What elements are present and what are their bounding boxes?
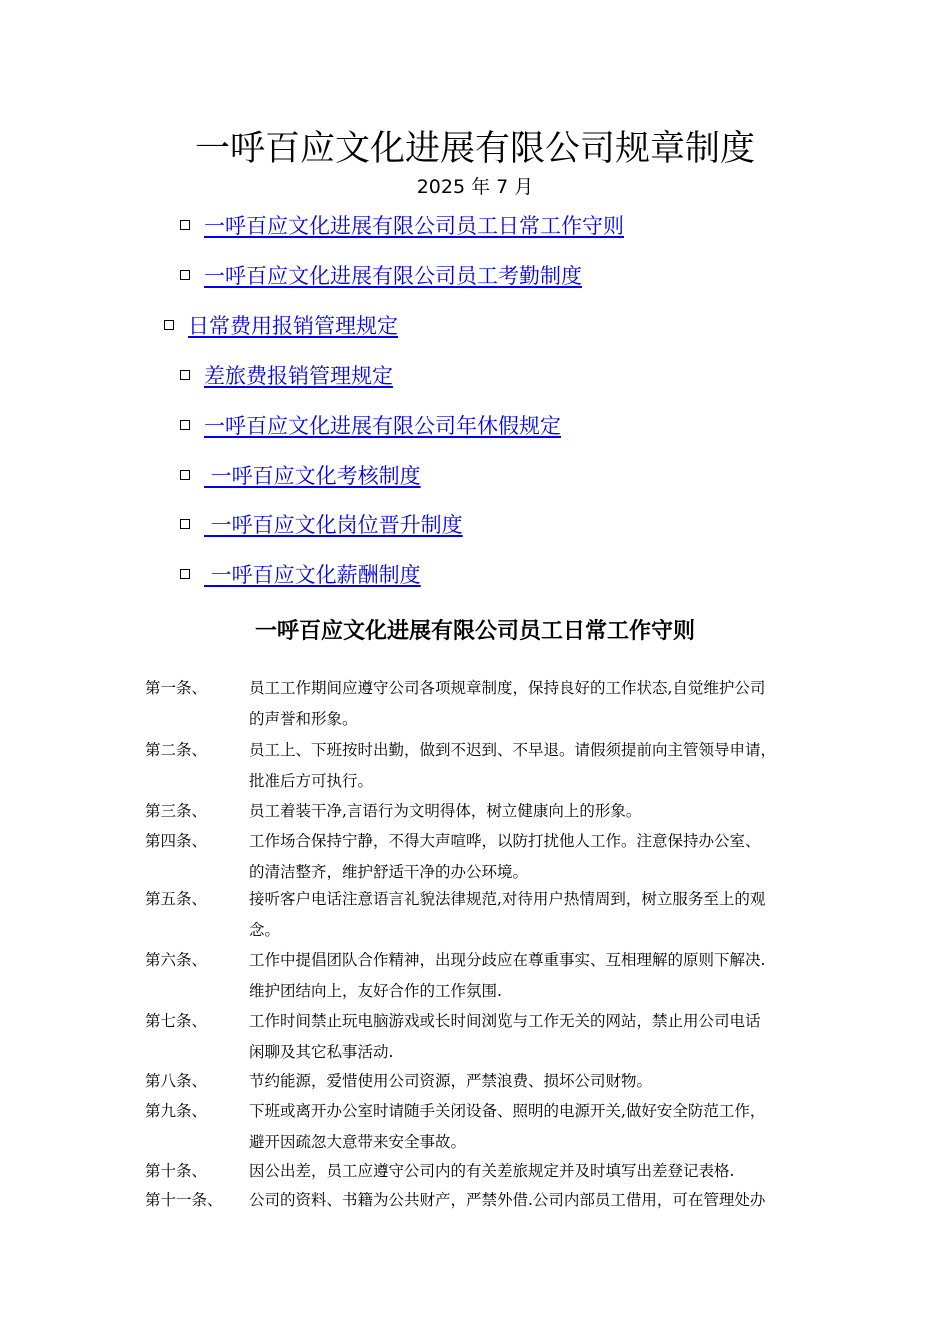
toc-item[interactable]	[164, 310, 398, 340]
square-bullet-icon	[180, 569, 190, 579]
document-date: 2025 年 7 月	[416, 176, 534, 198]
article-line: 工作时间禁止玩电脑游戏或长时间浏览与工作无关的网站，禁止用公司电话	[249, 1012, 761, 1030]
square-bullet-icon	[180, 270, 190, 280]
article-number: 第二条、	[145, 741, 208, 759]
article-line: 避开因疏忽大意带来安全事故。	[249, 1133, 467, 1151]
article-text	[249, 673, 824, 735]
article-line: 的声誉和形象。	[249, 710, 358, 728]
article-line: 公司的资料、书籍为公共财产，严禁外借.公司内部员工借用，可在管理处办	[249, 1191, 766, 1209]
square-bullet-icon	[164, 320, 174, 330]
article-line: 节约能源，爱惜使用公司资源，严禁浪费、损坏公司财物。	[249, 1072, 653, 1090]
article-line: 接听客户电话注意语言礼貌法律规范,对待用户热情周到，树立服务至上的观	[249, 890, 766, 908]
article-number: 第七条、	[145, 1012, 208, 1030]
article-number: 第十一条、	[145, 1191, 223, 1209]
toc-link[interactable]: 日常费用报销管理规定	[188, 314, 398, 338]
article-text	[249, 735, 824, 797]
toc-link[interactable]: 一呼百应文化进展有限公司年休假规定	[204, 414, 561, 438]
article-number: 第四条、	[145, 832, 208, 850]
square-bullet-icon	[180, 470, 190, 480]
toc-item[interactable]	[180, 559, 421, 589]
article-line: 员工上、下班按时出勤，做到不迟到、不早退。请假须提前向主管领导申请，	[249, 741, 777, 759]
article-line: 因公出差，员工应遵守公司内的有关差旅规定并及时填写出差登记表格.	[249, 1162, 735, 1180]
square-bullet-icon	[180, 420, 190, 430]
article-number: 第十条、	[145, 1162, 208, 1180]
toc-link[interactable]: 一呼百应文化薪酬制度	[204, 563, 421, 587]
article-line: 下班或离开办公室时请随手关闭设备、照明的电源开关,做好安全防范工作，	[249, 1102, 766, 1120]
article-line: 工作场合保持宁静，不得大声喧哗，以防打扰他人工作。注意保持办公室、	[249, 832, 761, 850]
article-number: 第九条、	[145, 1102, 208, 1120]
document-title: 一呼百应文化进展有限公司规章制度	[194, 129, 755, 169]
square-bullet-icon	[180, 519, 190, 529]
article-line: 维护团结向上，友好合作的工作氛围.	[249, 982, 502, 1000]
toc-item[interactable]	[180, 210, 624, 240]
article-text	[249, 945, 824, 1007]
toc-item[interactable]	[180, 360, 393, 390]
toc-item[interactable]	[180, 460, 421, 490]
article-line: 批准后方可执行。	[249, 772, 374, 790]
toc-link[interactable]: 一呼百应文化岗位晋升制度	[204, 513, 463, 537]
toc-item[interactable]	[180, 509, 463, 539]
article-text	[249, 826, 824, 888]
article-text	[249, 796, 824, 827]
article-line: 员工着装干净,言语行为文明得体，树立健康向上的形象。	[249, 802, 642, 820]
article-text	[249, 1185, 824, 1216]
square-bullet-icon	[180, 220, 190, 230]
article-number: 第八条、	[145, 1072, 208, 1090]
toc-link[interactable]: 一呼百应文化进展有限公司员工考勤制度	[204, 264, 582, 288]
article-text	[249, 884, 824, 946]
article-line: 闲聊及其它私事活动.	[249, 1043, 394, 1061]
article-text	[249, 1156, 824, 1187]
article-line: 的清洁整齐，维护舒适干净的办公环境。	[249, 863, 529, 881]
toc-item[interactable]	[180, 260, 582, 290]
article-text	[249, 1066, 824, 1097]
square-bullet-icon	[180, 370, 190, 380]
toc-item[interactable]	[180, 410, 561, 440]
article-line: 员工工作期间应遵守公司各项规章制度，保持良好的工作状态,自觉维护公司	[249, 679, 766, 697]
article-text	[249, 1006, 824, 1068]
article-line: 念。	[249, 921, 281, 939]
toc-link[interactable]: 一呼百应文化进展有限公司员工日常工作守则	[204, 214, 624, 238]
article-text	[249, 1096, 824, 1158]
article-number: 第一条、	[145, 679, 208, 697]
article-line: 工作中提倡团队合作精神，出现分歧应在尊重事实、互相理解的原则下解决.	[249, 951, 766, 969]
section-title: 一呼百应文化进展有限公司员工日常工作守则	[254, 619, 695, 644]
article-number: 第六条、	[145, 951, 208, 969]
toc-link[interactable]: 差旅费报销管理规定	[204, 364, 393, 388]
article-number: 第五条、	[145, 890, 208, 908]
article-number: 第三条、	[145, 802, 208, 820]
toc-link[interactable]: 一呼百应文化考核制度	[204, 464, 421, 488]
